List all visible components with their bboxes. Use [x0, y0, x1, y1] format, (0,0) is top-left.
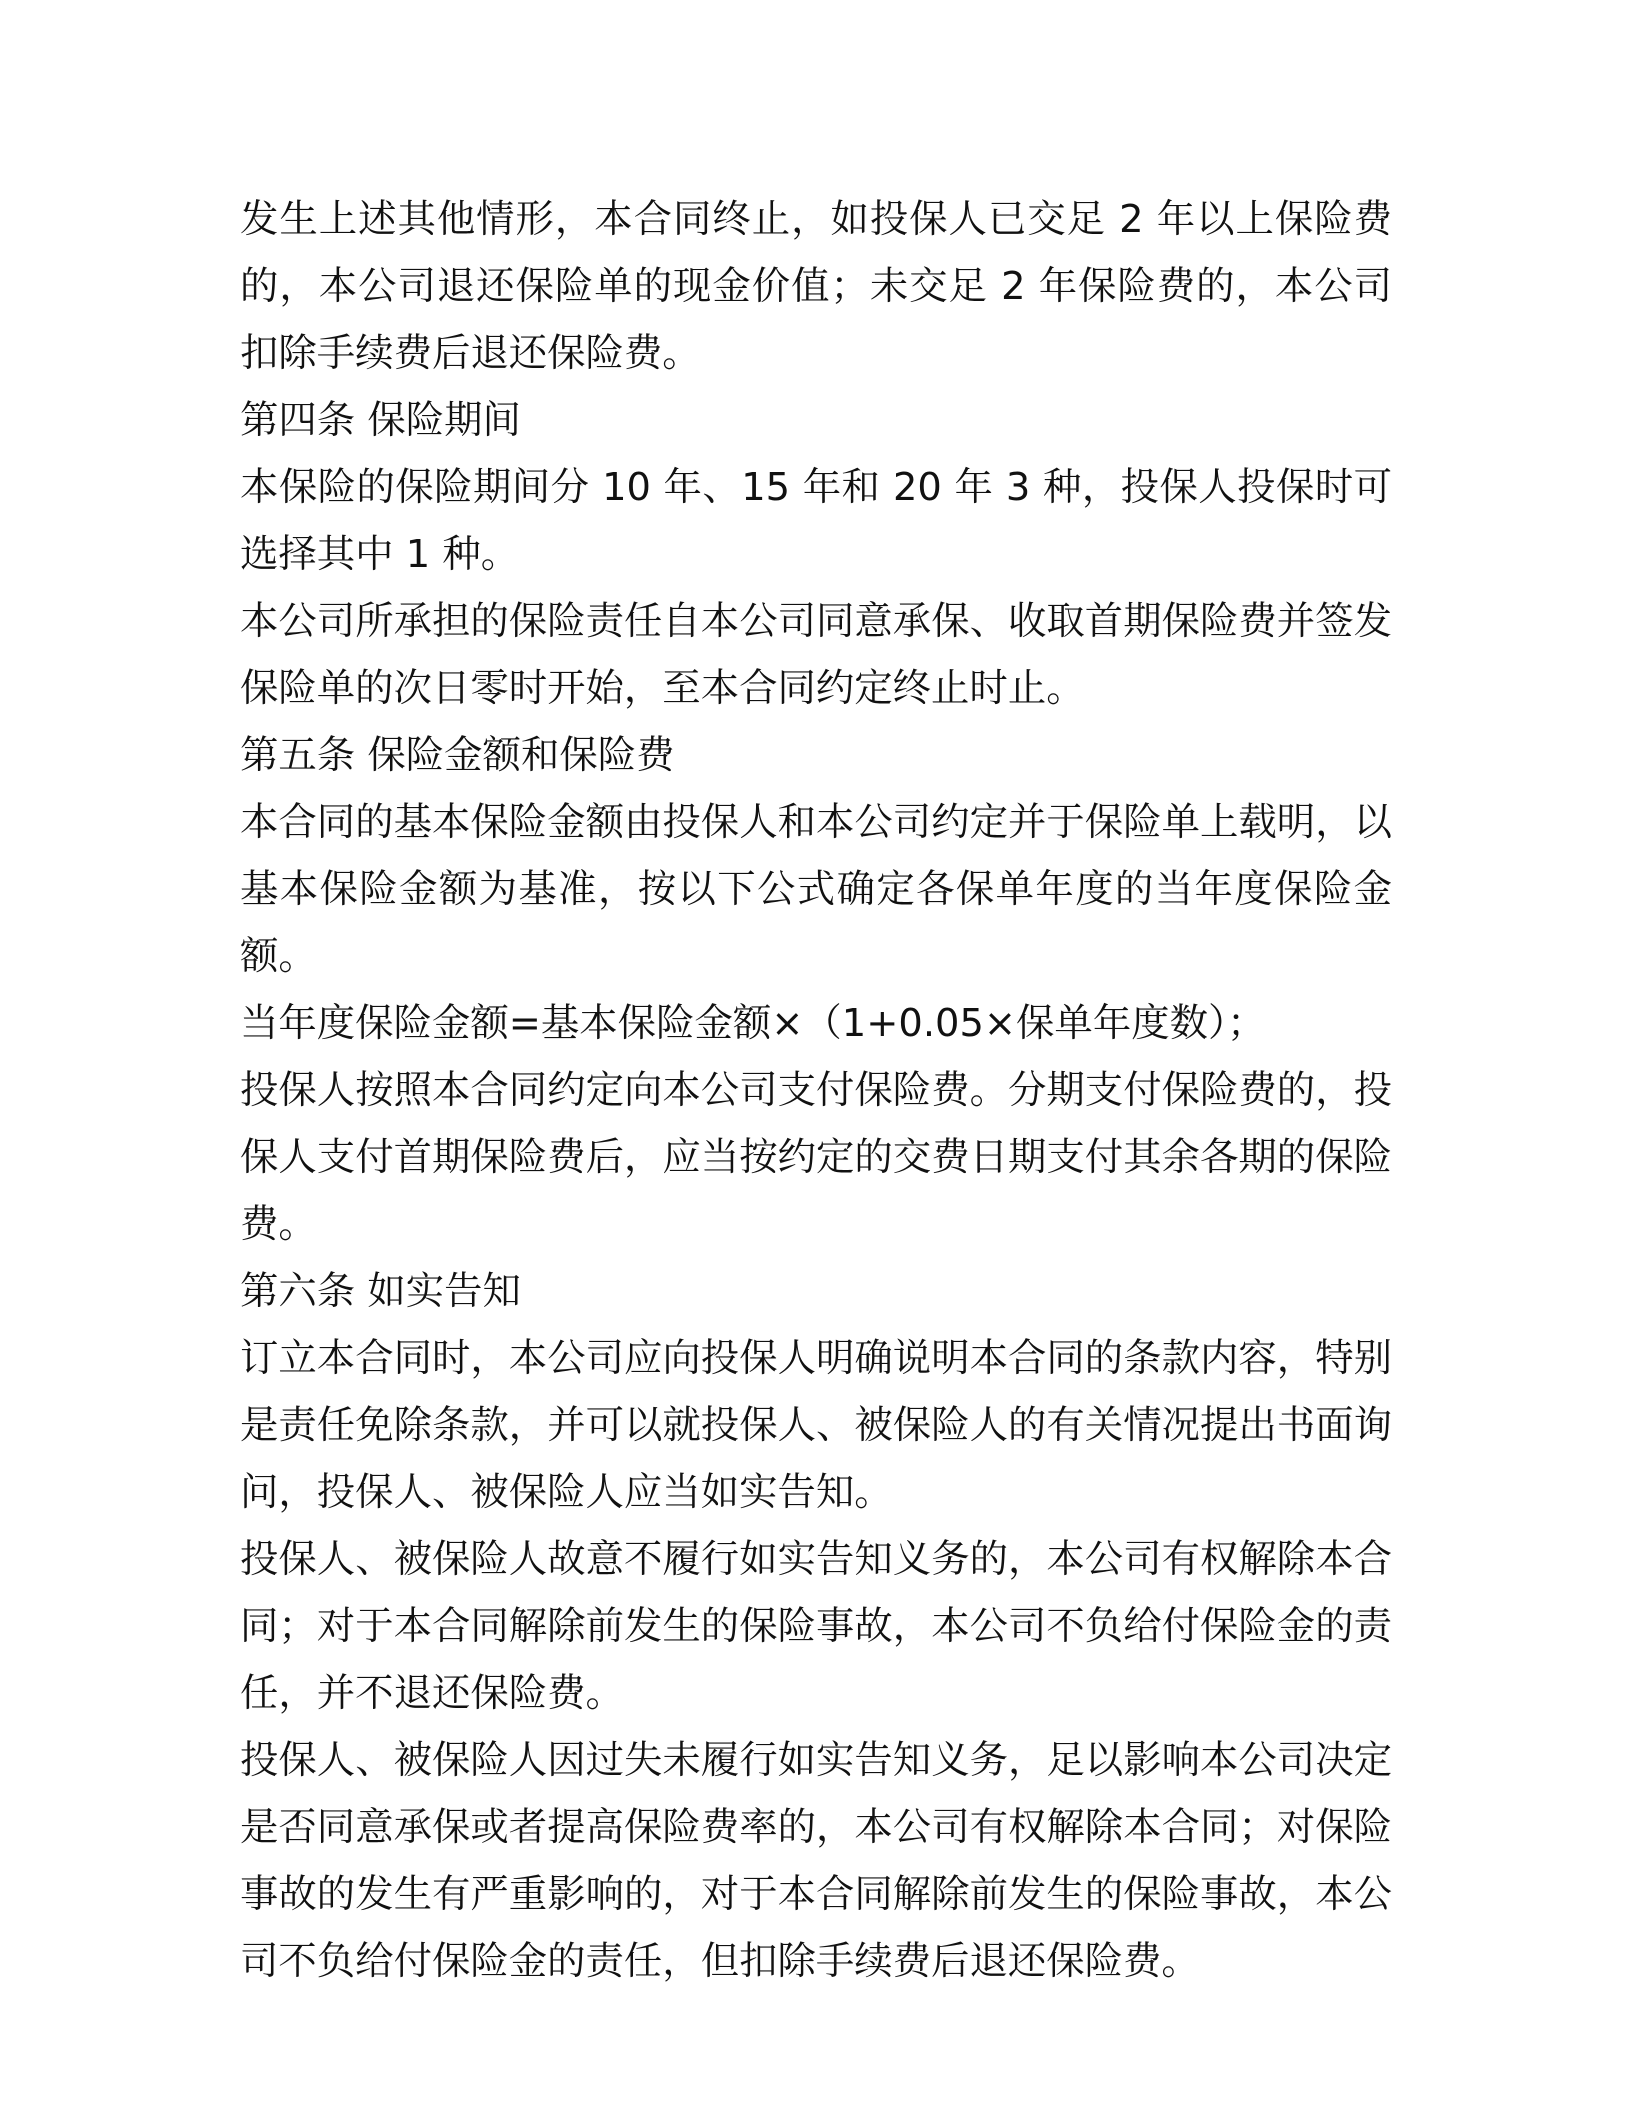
paragraph-termination-refund: 发生上述其他情形，本合同终止，如投保人已交足 2 年以上保险费的，本公司退还保险单的现金价值；未交足 2 年保险费的，本公司扣除手续费后退还保险费。	[240, 197, 1392, 376]
heading-article-4: 第四条 保险期间	[240, 398, 521, 443]
paragraph-premium-payment: 投保人按照本合同约定向本公司支付保险费。分期支付保险费的，投保人支付首期保险费后，应当按约定的交费日期支付其余各期的保险费。	[240, 1068, 1392, 1247]
paragraph-disclosure-inquiry: 订立本合同时，本公司应向投保人明确说明本合同的条款内容，特别是责任免除条款，并可以就投保人、被保险人的有关情况提出书面询问，投保人、被保险人应当如实告知。	[240, 1336, 1392, 1515]
paragraph-intentional-nondisclosure: 投保人、被保险人故意不履行如实告知义务的，本公司有权解除本合同；对于本合同解除前发生的保险事故，本公司不负给付保险金的责任，并不退还保险费。	[240, 1537, 1392, 1716]
heading-article-6: 第六条 如实告知	[240, 1269, 521, 1314]
paragraph-liability-start: 本公司所承担的保险责任自本公司同意承保、收取首期保险费并签发保险单的次日零时开始，至本合同约定终止时止。	[240, 599, 1392, 711]
paragraph-basic-sum-insured: 本合同的基本保险金额由投保人和本公司约定并于保险单上载明，以基本保险金额为基准，按以下公式确定各保单年度的当年度保险金额。	[240, 800, 1392, 979]
document-body	[240, 186, 1392, 1995]
paragraph-insurance-period-options: 本保险的保险期间分 10 年、15 年和 20 年 3 种，投保人投保时可选择其中 1 种。	[240, 465, 1392, 577]
paragraph-sum-insured-formula: 当年度保险金额=基本保险金额×（1+0.05×保单年度数）；	[240, 1001, 1266, 1046]
heading-article-5: 第五条 保险金额和保险费	[240, 733, 675, 778]
paragraph-negligent-nondisclosure: 投保人、被保险人因过失未履行如实告知义务，足以影响本公司决定是否同意承保或者提高保险费率的，本公司有权解除本合同；对保险事故的发生有严重影响的，对于本合同解除前发生的保险事故，本公司不负给付保险金的责任，但扣除手续费后退还保险费。	[240, 1738, 1392, 1984]
